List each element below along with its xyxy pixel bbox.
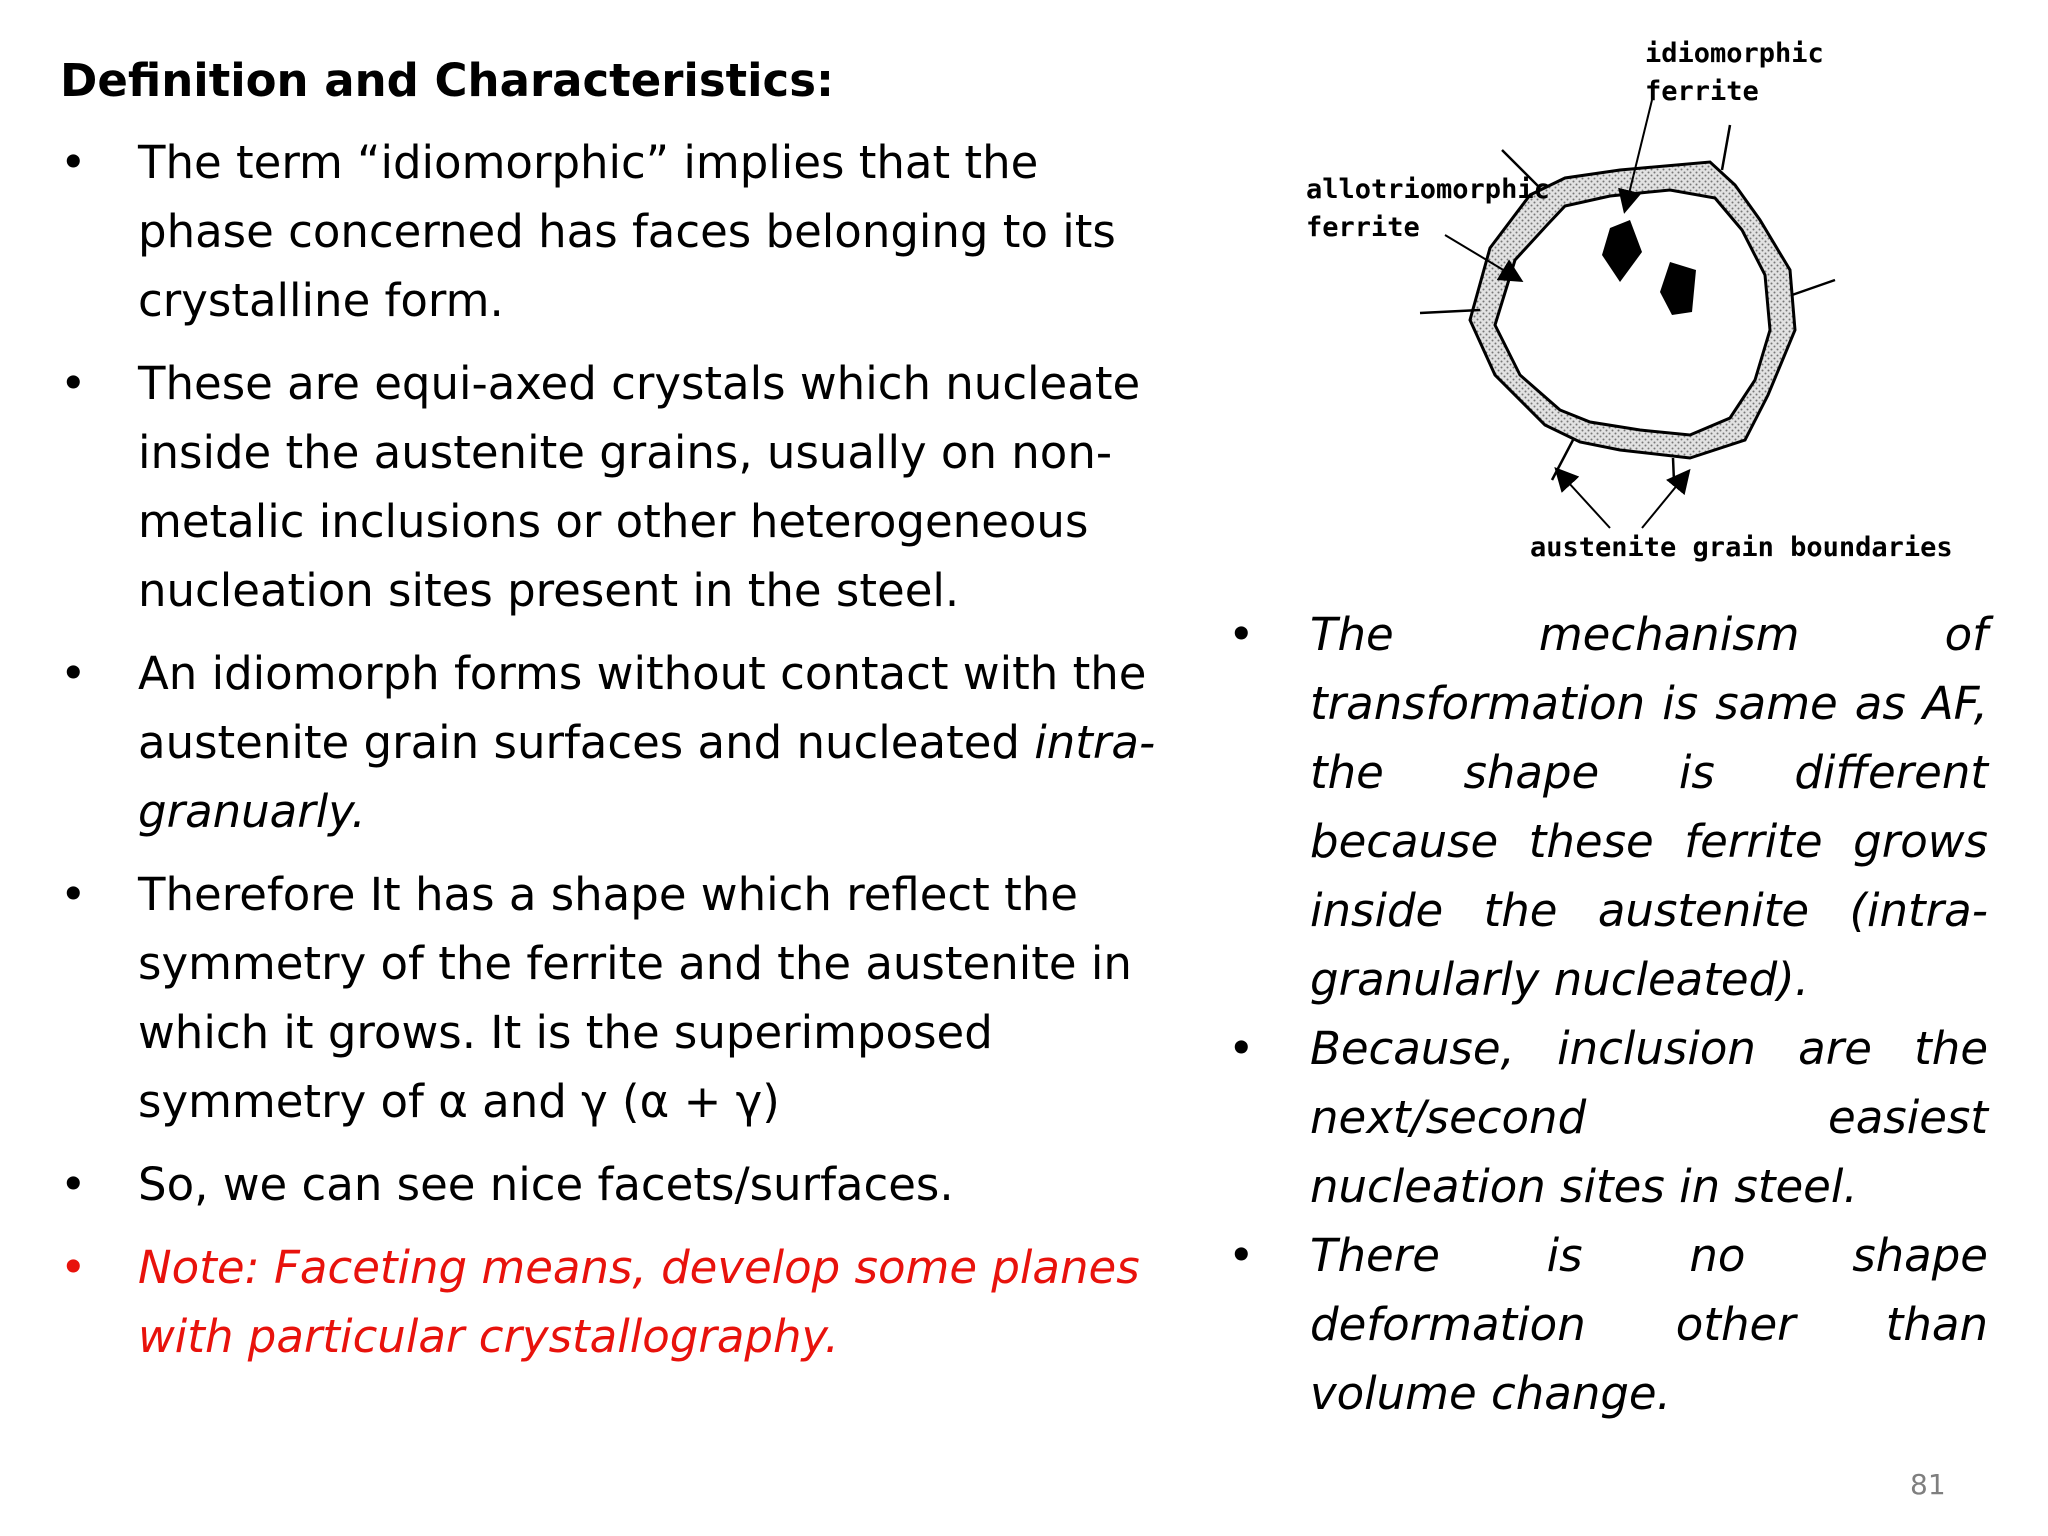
grain-boundary-line (1722, 125, 1730, 170)
label-austenite-grain-boundaries: austenite grain boundaries (1530, 532, 1953, 563)
right-bullet-item (1222, 1221, 1988, 1428)
left-bullet-list (0, 128, 1170, 1385)
left-bullet-item (0, 128, 1170, 335)
bullet-text: So, we can see nice facets/surfaces. (138, 1158, 954, 1211)
bullet-marker: • (60, 647, 87, 700)
bullet-text: Note: Faceting means, develop some planes with particular crystallography. (138, 1241, 1140, 1363)
label-allotriomorphic-ferrite: ferrite (1306, 212, 1420, 243)
left-bullet-item (0, 1150, 1170, 1219)
left-bullet-item (0, 639, 1170, 846)
arrow-boundary-left (1557, 470, 1610, 528)
right-bullet-item (1222, 600, 1988, 1014)
bullet-text: The mechanism of transformation is same as AF, the shape is different because these ferrite grows inside the austenite (intra-granularly nucleated). (1310, 608, 1988, 1006)
bullet-text: These are equi-axed crystals which nucleate inside the austenite grains, usually on non-metalic inclusions or other heterogeneous nucleation sites present in the steel. (138, 357, 1141, 617)
grain-boundary-line (1552, 440, 1573, 480)
bullet-marker: • (1228, 1022, 1255, 1075)
bullet-marker: • (60, 136, 87, 189)
bullet-marker: • (60, 1241, 87, 1294)
idiomorphic-ferrite-crystal (1602, 220, 1642, 282)
grain-boundary-line (1673, 458, 1674, 482)
allotriomorphic-ferrite-layer (1470, 162, 1795, 458)
slide-heading: Definition and Characteristics: (60, 54, 835, 107)
bullet-marker: • (1228, 1229, 1255, 1282)
arrow-boundary-right (1642, 472, 1688, 528)
bullet-marker: • (60, 868, 87, 921)
right-bullet-item (1222, 1014, 1988, 1221)
label-idiomorphic-ferrite: ferrite (1645, 76, 1759, 107)
bullet-text: Therefore It has a shape which reflect the symmetry of the ferrite and the austenite in which it grows. It is the superimposed symmetry of α and γ (α + γ) (138, 868, 1132, 1128)
label-idiomorphic: idiomorphic (1645, 38, 1824, 69)
grain-boundary-line (1792, 280, 1835, 295)
bullet-text: intra-granuarly. (138, 716, 1156, 838)
bullet-text: Because, inclusion are the next/second easiest nucleation sites in steel. (1310, 1022, 1988, 1213)
idiomorphic-ferrite-diagram (1290, 30, 1953, 590)
bullet-text: The term “idiomorphic” implies that the phase concerned has faces belonging to its crystalline form. (138, 136, 1116, 327)
idiomorphic-ferrite-crystal (1660, 262, 1696, 315)
left-bullet-item (0, 1233, 1170, 1371)
right-bullet-list (1222, 600, 1988, 1428)
left-bullet-item (0, 860, 1170, 1136)
page-number: 81 (1910, 1468, 1946, 1501)
left-bullet-item (0, 349, 1170, 625)
bullet-marker: • (60, 357, 87, 410)
bullet-text: An idiomorph forms without contact with the austenite grain surfaces and nucleated (138, 647, 1147, 769)
bullet-marker: • (60, 1158, 87, 1211)
bullet-marker: • (1228, 608, 1255, 661)
label-allotriomorphic: allotriomorphic (1306, 174, 1550, 205)
bullet-text: There is no shape deformation other than volume change. (1310, 1229, 1988, 1420)
